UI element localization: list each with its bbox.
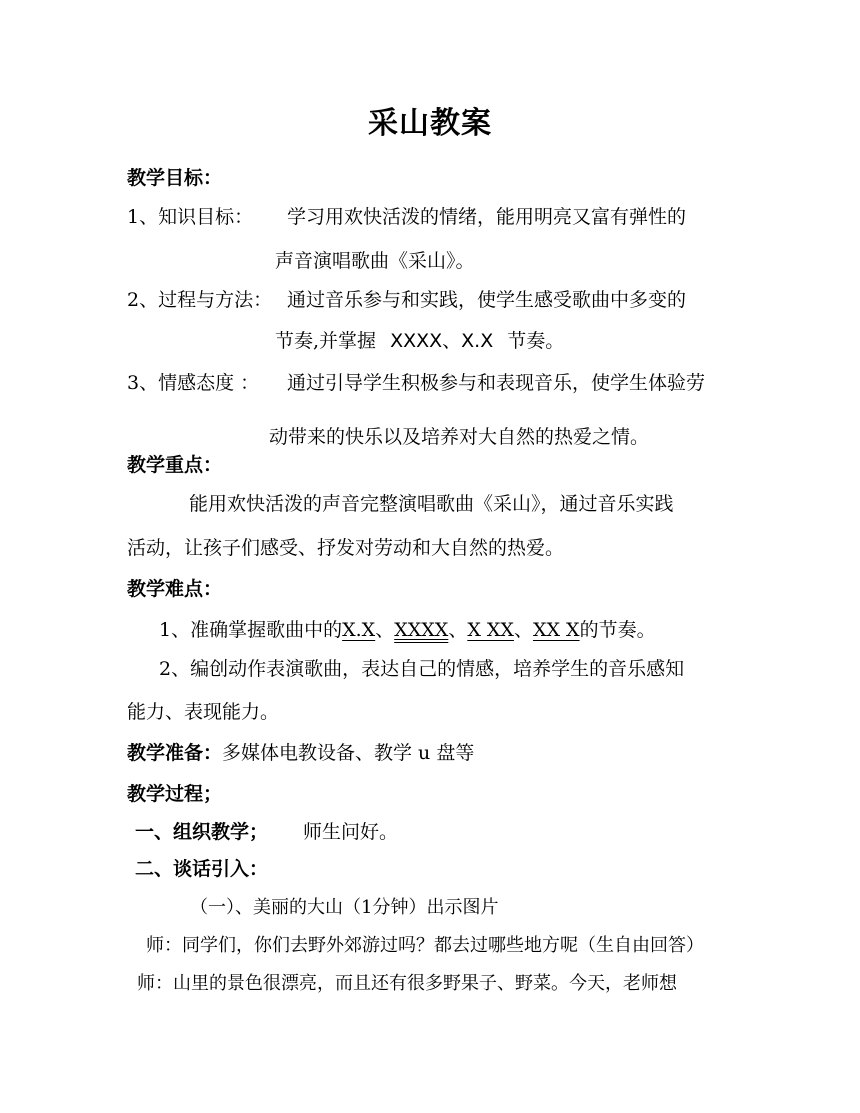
separator: 、: [513, 619, 533, 641]
objective-2-text-cont: [275, 329, 564, 353]
page-title: 采山教案: [368, 106, 492, 141]
key-points-heading: 教学重点：: [127, 454, 223, 476]
key-points-line-1: 能用欢快活泼的声音完整演唱歌曲《采山》，通过音乐实践: [189, 493, 674, 515]
objective-2-text-c: 节奏。: [507, 330, 565, 352]
process-sub-1: （一）、美丽的大山（1分钟）出示图片: [190, 897, 499, 918]
process-step-1-text: 师生问好。: [303, 821, 399, 843]
dialog-line-2: 师：山里的景色很漂亮，而且还有很多野果子、野菜。今天，老师想: [137, 973, 677, 994]
separator: 、: [375, 619, 395, 641]
difficulty-1: [159, 618, 656, 642]
process-step-1-label: 一、组织教学；: [135, 821, 269, 843]
process-step-2-label: 二、谈话引入：: [135, 858, 269, 880]
objectives-heading: 教学目标：: [127, 167, 223, 189]
dialog-line-1: 师：同学们，你们去野外郊游过吗？都去过哪些地方呢（生自由回答）: [146, 935, 704, 956]
process-heading: 教学过程；: [127, 783, 223, 805]
objective-3-text: 通过引导学生积极参与和表现音乐，使学生体验劳: [287, 372, 706, 394]
objective-3-label: 3、情感态度 ：: [127, 372, 260, 394]
objective-2-text-a: 节奏,并掌握: [275, 330, 377, 352]
objective-1-label: 1、知识目标：: [127, 206, 254, 228]
difficulty-1-text-b: 的节奏。: [579, 619, 656, 641]
separator: 、: [448, 619, 468, 641]
rhythm-xxxx: XXXX: [394, 619, 449, 641]
difficulty-2: 2、编创动作表演歌曲，表达自己的情感，培养学生的音乐感知: [159, 658, 685, 680]
objective-2-rhythm: XXXX、X.X: [390, 330, 494, 352]
rhythm-x-xx: X XX: [467, 619, 514, 641]
difficulty-2-cont: 能力、表现能力。: [127, 701, 280, 723]
preparation-heading: 教学准备：: [127, 742, 223, 764]
difficulty-1-text-a: 1、准确掌握歌曲中的: [159, 619, 343, 641]
rhythm-x-dot-x: X.X: [342, 619, 376, 641]
difficulties-heading: 教学难点：: [127, 578, 223, 600]
objective-2-label: 2、过程与方法：: [127, 289, 273, 311]
objective-1-text: 学习用欢快活泼的情绪，能用明亮又富有弹性的: [287, 206, 687, 228]
objective-1-text-cont: 声音演唱歌曲《采山》。: [275, 250, 475, 272]
objective-2-text: 通过音乐参与和实践，使学生感受歌曲中多变的: [287, 289, 687, 311]
objective-3-text-cont: 动带来的快乐以及培养对大自然的热爱之情。: [269, 426, 650, 448]
preparation: [127, 741, 474, 765]
key-points-line-2: 活动，让孩子们感受、抒发对劳动和大自然的热爱。: [127, 537, 565, 559]
preparation-text: 多媒体电教设备、教学 u 盘等: [222, 742, 475, 764]
rhythm-xx-x: XX X: [532, 619, 580, 641]
